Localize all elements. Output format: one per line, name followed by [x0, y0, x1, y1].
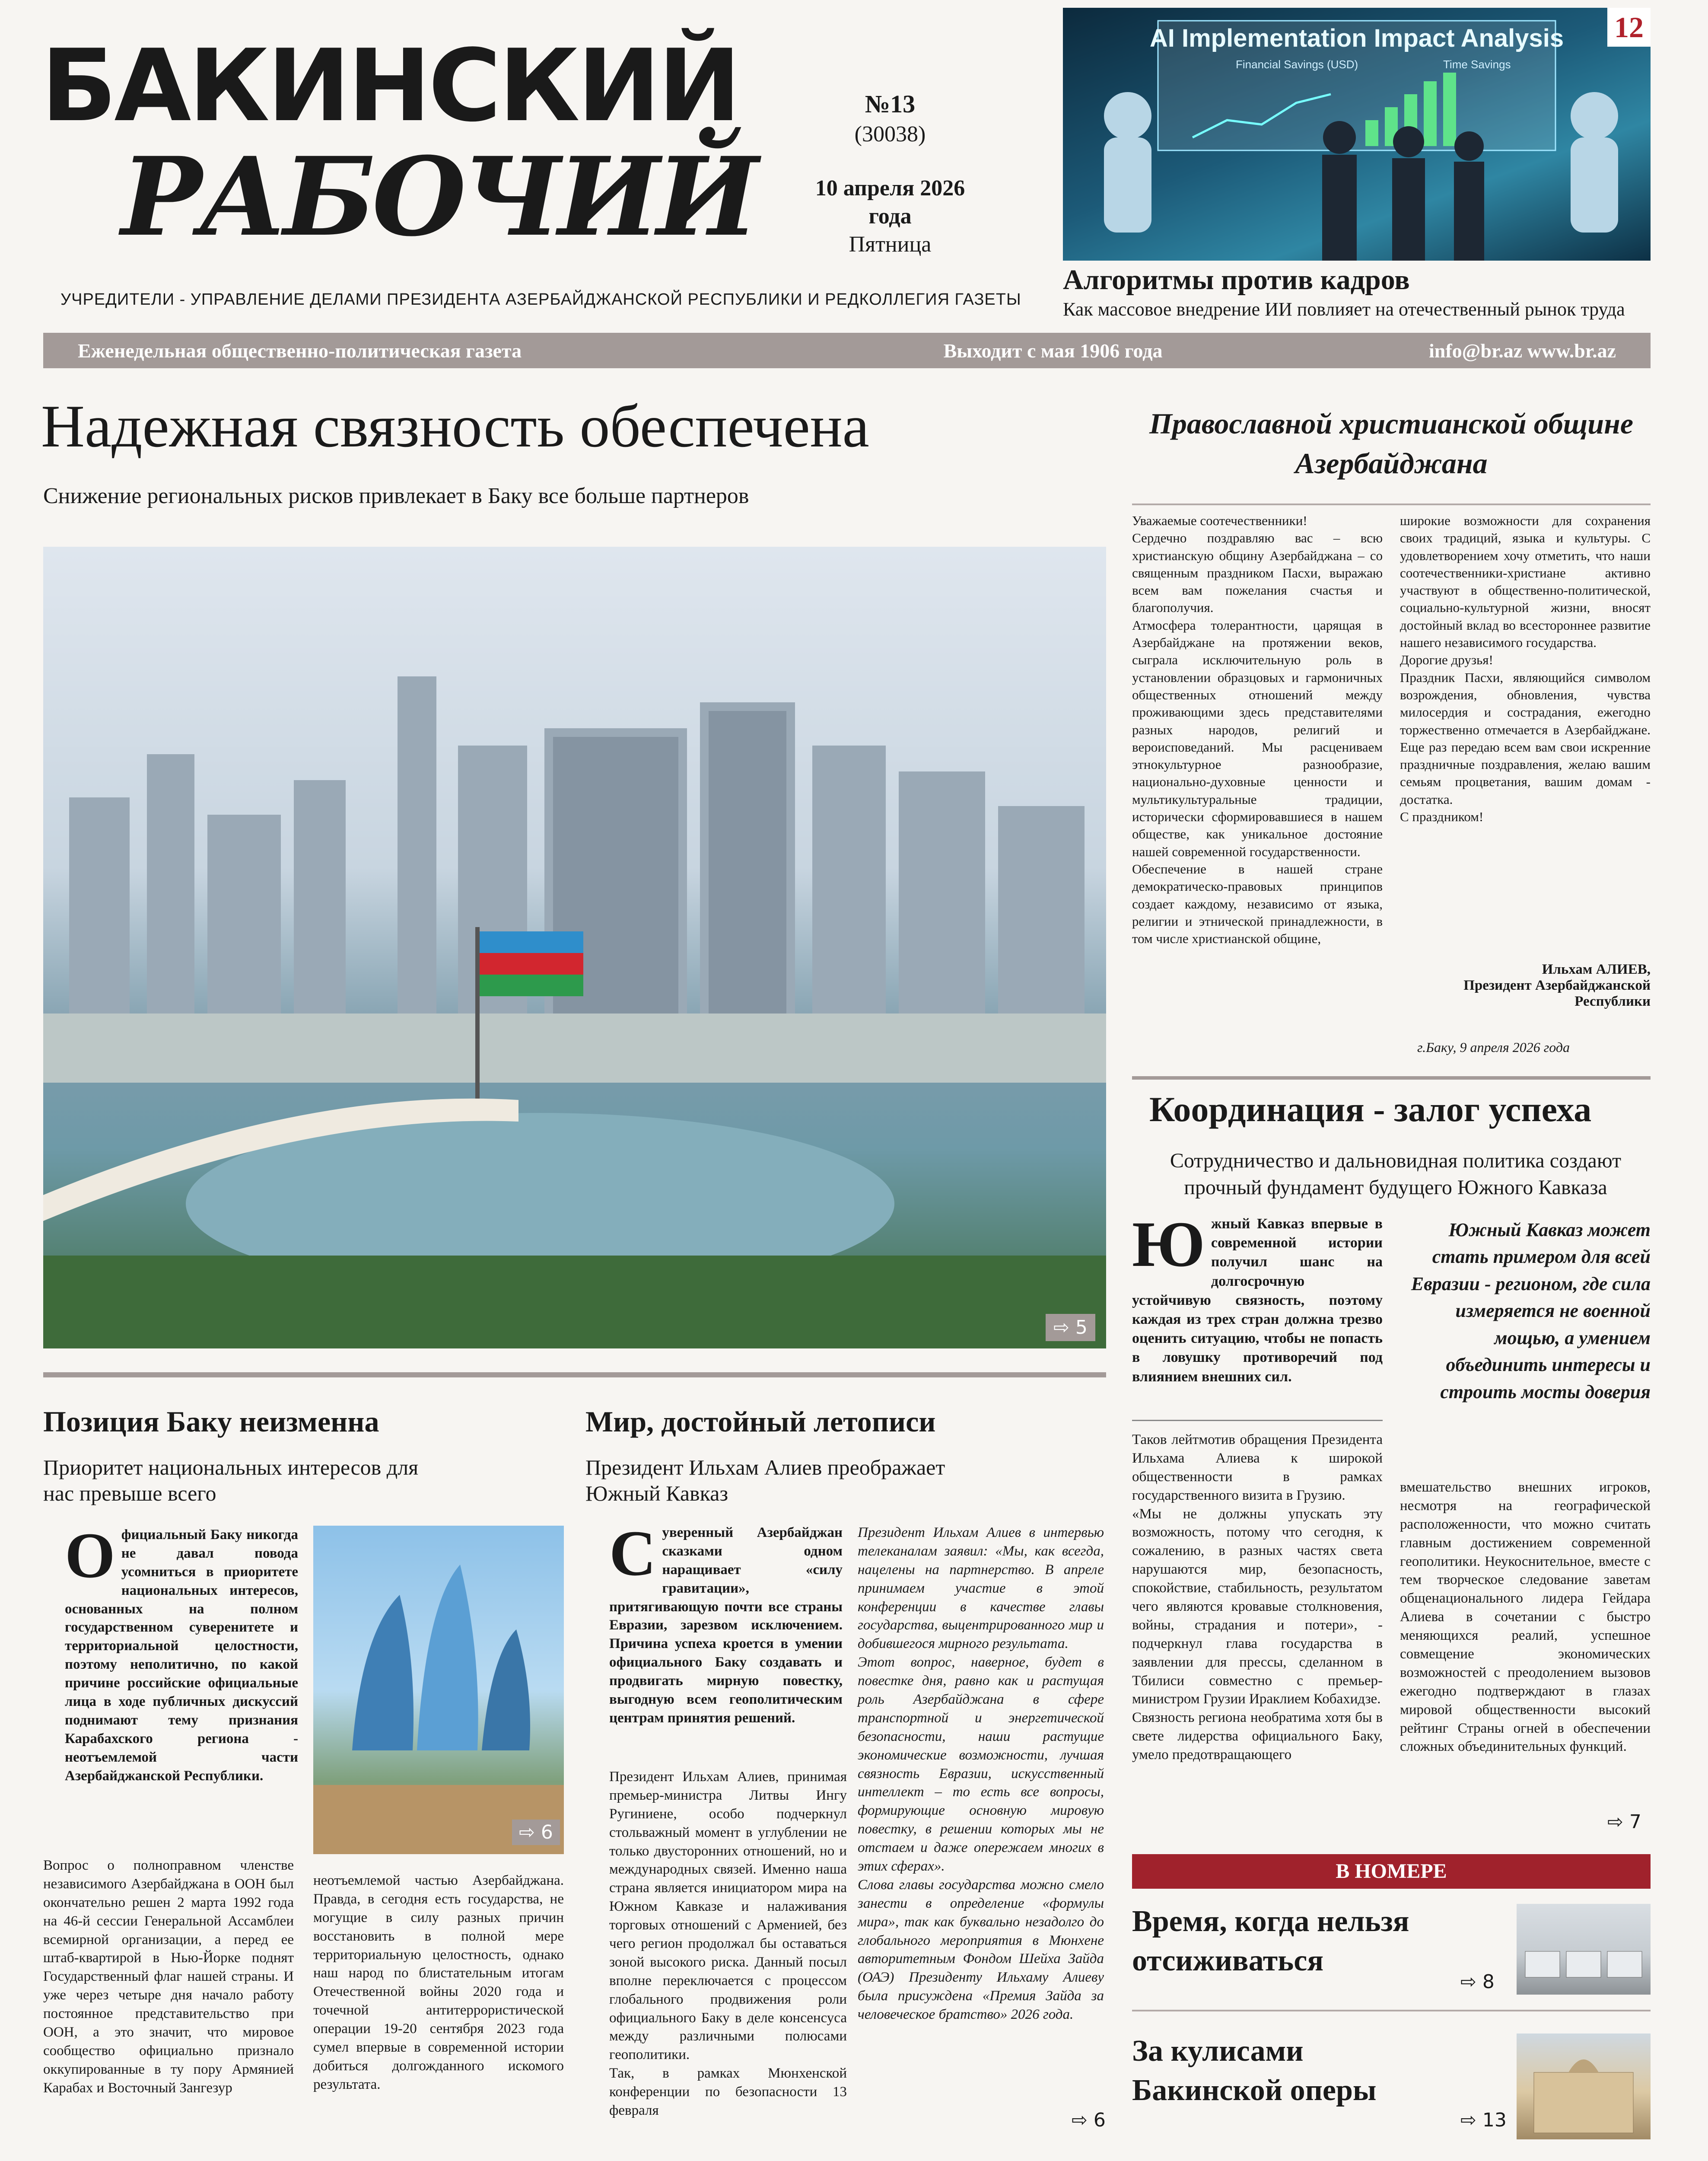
issue-weekday: Пятница — [849, 232, 932, 257]
ai-page-number: 12 — [1607, 8, 1651, 47]
bar-left: Еженедельная общественно-политическая газета — [78, 339, 522, 362]
trucks-illustration — [1517, 1904, 1651, 1995]
flame-towers-illustration — [313, 1526, 564, 1854]
signature-name: Ильхам АЛИЕВ, — [1542, 962, 1651, 977]
coord-lead — [1132, 1208, 1383, 1386]
issue-number: №13 — [865, 90, 916, 118]
position-drop-cap: О — [65, 1520, 115, 1591]
easter-col2: широкие возможности для сохранения своих традиций, языка и культуры. С удовлетворением хочу отметить, что наши соотечественники-христиане активно участвуют в общественно-политической, социально-культурной жизни, вносят достойный вклад во всестороннее развитие нашего независимого государства. Дорогие друзья! Праздник Пасхи, являющийся символом возрождения, обновления, чувства милосердия и сострадания, ежегодно торжественно отмечается в Азербайджане. Еще раз передаю всем вам свои искренние праздничные поздравления, желаю вашим семьям процветания, вашим домам - достатка. С праздником! — [1400, 513, 1651, 825]
in-issue-label: В НОМЕРЕ — [1132, 1854, 1651, 1889]
position-rule — [43, 1372, 1106, 1377]
peace-ref[interactable]: ⇨ 6 — [1072, 2109, 1106, 2131]
peace-drop-cap: С — [609, 1517, 656, 1589]
opera-illustration — [1517, 2034, 1651, 2139]
founders-line: УЧРЕДИТЕЛИ - УПРАВЛЕНИЕ ДЕЛАМИ ПРЕЗИДЕНТА АЗЕРБАЙДЖАНСКОЙ РЕСПУБЛИКИ И РЕДКОЛЛЕГИЯ ГАЗЕТЫ — [60, 290, 1021, 309]
peace-lead — [609, 1517, 843, 1728]
peace-col1: Президент Ильхам Алиев, принимая премьер-министра Литвы Ингу Ругиниене, особо подчеркнул стольважный момент в углублении не только двусторонних отношений, но и международных связей. Именно наша страна является инициатором мира на Южном Кавказе и налаживания торговых отношений с Арменией, без чего регион продолжал бы оставаться зоной высокого риска. Данный посыл вполне переключается с процессом глобального продвижения роли официального Баку в деле консенсуса между различными полюсами геополитики. Так, в рамках Мюнхенской конференции по безопасности 13 февраля — [609, 1769, 847, 2119]
peace-lead-text: уверенный Азербайджан сказками одном наращивает «силу гравитации», притягивающую почти все страны Евразии, зарезвом исключением. Причина успеха кроется в умении официального Баку создавать и продвигать мирную повестку, выгодную всем геополитическим центрам принятия решений. — [609, 1525, 843, 1726]
bar-right[interactable]: info@br.az www.br.az — [1429, 339, 1616, 362]
position-col2: неотъемлемой частью Азербайджана. Правда, в сегодня есть государства, не могущие в силу разных причин восстановить в полной мере территориальную целостность, однако наш народ по блистательным итогам Отечественной войны 2020 года и точечной антитеррористической операции 19-20 сентября 2023 года сумел впервые в современной истории добиться долгожданного искомого результата. — [313, 1873, 564, 2092]
coord-drop-cap: Ю — [1132, 1208, 1205, 1280]
peace-col2: Президент Ильхам Алиев в интервью телеканалам заявил: «Мы, как всегда, нацелены на партнерство. В апреле принимаем участие в этой конференции в качестве главы государства, выцентрированного мир и добившегося мирного результата. Этот вопрос, наверное, будет в повестке дня, равно как и растущая роль Азербайджана в сфере транспортной и энергетической безопасности, наши растущие экономические возможности, лучшая связность Евразии, искусственный интеллект – то есть все вопросы, формирующие основную мировую повестку, в решении которых мы не отстаем и даже опережаем многих в этих сферах». Слова главы государства можно смело занести в определение «формулы мира», так как буквально незадолго до глобального мероприятия в Мюнхене авторитетным Фондом Шейха Зайда (ОАЭ) Президенту Ильхаму Алиеву была присуждена «Премия Зайда за человеческое братство» 2026 года. — [858, 1525, 1104, 2023]
coord-col1: Таков лейтмотив обращения Президента Ильхама Алиева к широкой общественности в рамках государственного визита в Грузию. «Мы не должны упускать эту возможность, потому что сегодня, к сожалению, в разных частях света нарушаются мир, безопасность, спокойствие, стабильность, результатом чего являются кровавые столкновения, войны, страдания и потери», - подчеркнул глава государства в заявлении для прессы, сделанном в Тбилиси совместно с премьер-министром Грузии Ираклием Кобахидзе. Связность региона необратима хотя бы в свете лидерства официального Баку, умело предотвращающего — [1132, 1432, 1383, 1763]
ai-chart-title: AI Implementation Impact Analysis — [1149, 24, 1564, 52]
in-issue-item1-ref[interactable]: ⇨ 8 — [1460, 1971, 1495, 1993]
lead-ref[interactable]: ⇨ 5 — [1046, 1314, 1095, 1341]
ai-headline: Алгоритмы против кадров — [1063, 264, 1410, 296]
lead-headline: Надежная связность обеспечена — [41, 393, 869, 460]
baku-skyline — [43, 547, 1106, 1348]
baku-photo — [43, 547, 1106, 1348]
info-bar — [43, 333, 1651, 368]
issue-total: (30038) — [854, 121, 926, 147]
ai-chart-legend2: Time Savings — [1443, 58, 1511, 71]
issue-info — [808, 89, 972, 258]
masthead-title-line2: РАБОЧИЙ — [121, 133, 755, 260]
position-lead-text: фициальный Баку никогда не давал повода усомниться в приоритете национальных интересов, основанных на полном государственном суверенитете и территориальной целостности, поэтому неполитично, по какой причине российские официальные лица в ходе публичных дискуссий поднимают тему признания Карабахского региона - неотъемлемой части Азербайджанской Республики. — [65, 1527, 298, 1784]
ai-subhead: Как массовое внедрение ИИ повлияет на отечественный рынок труда — [1063, 299, 1625, 320]
coord-subhead: Сотрудничество и дальновидная политика создают прочный фундамент будущего Южного Кавказа — [1170, 1149, 1622, 1199]
issue-date: 10 апреля 2026 года — [815, 175, 965, 229]
coord-lead-text: жный Кавказ впервые в современной истории получил шанс на долгосрочную устойчивую связность, поэтому каждая из трех стран должна трезво оценить ситуацию, чтобы не попасть в ловушку противоречий под влиянием внешних сил. — [1132, 1216, 1383, 1385]
easter-col1: Уважаемые соотечественники! Сердечно поздравляю вас – всю христианскую общину Азербайджана – со священным праздником Пасхи, выражаю всем вам пожелания счастья и благополучия. Атмосфера толерантности, царящая в Азербайджане на протяжении веков, сыграла исключительную роль в установлении образцовых и гармоничных общественных отношений между проживающими здесь представителями разных народов, религий и вероисповеданий. Мы расцениваем этнокультурное разнообразие, национально-духовные ценности и мультикультуральные традиции, исторически сформировавшиеся в нашем обществе, как уникальное достояние нашей современной государственности. Обеспечение в нашей стране демократическо-правовых принципов создает каждому, независимо от языка, религии и этнической принадлежности, в том числе христианской общине, — [1132, 513, 1383, 947]
coord-headline: Координация - залог успеха — [1149, 1090, 1592, 1129]
in-issue-divider — [1132, 2010, 1651, 2011]
easter-place-date: г.Баку, 9 апреля 2026 года — [1417, 1039, 1570, 1055]
opera-photo — [1517, 2034, 1651, 2139]
in-issue-item2-title[interactable]: За кулисами Бакинской оперы — [1132, 2034, 1377, 2107]
easter-headline: Православной христианской общине Азербайджана — [1149, 407, 1634, 480]
in-issue-item1-title[interactable]: Время, когда нельзя отсиживаться — [1132, 1905, 1409, 1977]
easter-top-rule — [1132, 504, 1651, 505]
easter-bottom-rule — [1132, 1076, 1651, 1080]
lead-subhead: Снижение региональных рисков привлекает в Баку все больше партнеров — [43, 484, 749, 508]
peace-subhead: Президент Ильхам Алиев преображает Южный Кавказ — [585, 1455, 945, 1505]
coord-rule — [1132, 1420, 1383, 1421]
masthead-title-line1: БАКИНСКИЙ — [41, 29, 739, 144]
signature-title: Президент Азербайджанской Республики — [1463, 978, 1651, 1009]
position-ref[interactable]: ⇨ 6 — [512, 1820, 560, 1845]
ai-photo — [1063, 8, 1651, 261]
flame-towers-photo — [313, 1526, 564, 1854]
position-col1: Вопрос о полноправном членстве независимого Азербайджана в ООН был окончательно решен 2 марта 1992 года на 46-й сессии Генеральной Ассамблеи всемирной организации, а перед ее штаб-квартирой в Нью-Йорке поднят Государственный флаг нашей страны. И уже через четыре дня начало работу постоянное представительство при ООН, а это значит, что мировое сообщество официально признало оккупированные в ту пору Армянией Карабах и Восточный Зангезур — [43, 1858, 294, 2096]
coord-ref[interactable]: ⇨ 7 — [1607, 1811, 1641, 1833]
coord-col2: вмешательство внешних игроков, несмотря на географической расположенности, что можно считать главным достижением современной геополитики. Неукоснительное, вместе с тем творческое следование заветам общенационального лидера Гейдара Алиева в сочетании с быстро меняющихся реалий, успешное совмещение экономических возможностей с преодолением вызовов ежегодно подтверждают в глазах мировой общественности высокий рейтинг Страны огней в обеспечении сложных объединительных функций. — [1400, 1479, 1651, 1755]
in-issue-item2-ref[interactable]: ⇨ 13 — [1460, 2109, 1507, 2131]
peace-headline: Мир, достойный летописи — [585, 1405, 936, 1438]
ai-chart-legend1: Financial Savings (USD) — [1236, 58, 1358, 71]
position-headline: Позиция Баку неизменна — [43, 1405, 379, 1438]
position-subhead: Приоритет национальных интересов для нас превыше всего — [43, 1455, 419, 1505]
trucks-photo — [1517, 1904, 1651, 1995]
coord-quote: Южный Кавказ может стать примером для всей Евразии - регионом, где сила измеряется не военной мощью, а умением объединить интересы и строить мосты доверия — [1411, 1219, 1651, 1402]
position-lead — [65, 1520, 298, 1785]
easter-signature — [1400, 962, 1651, 1010]
ai-illustration — [1063, 8, 1651, 261]
bar-center: Выходит с мая 1906 года — [943, 339, 1163, 362]
